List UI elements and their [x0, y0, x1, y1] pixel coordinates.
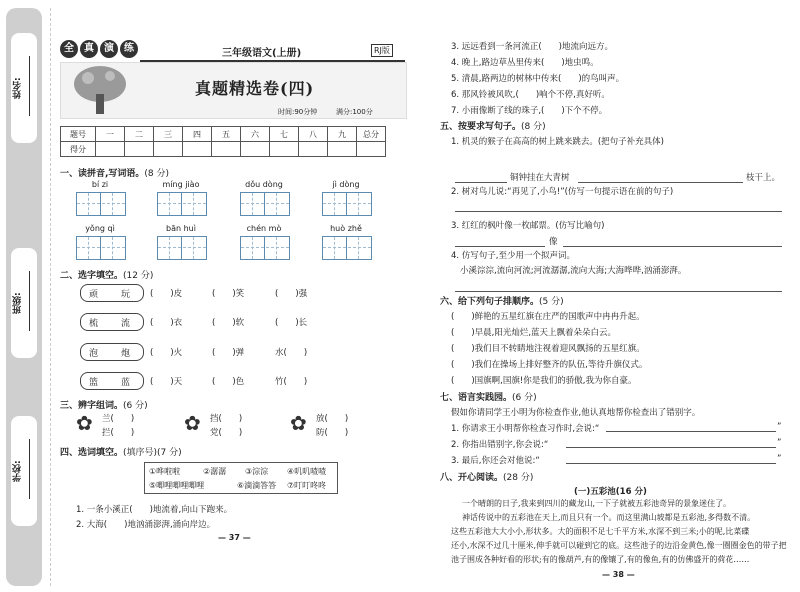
- answer-line[interactable]: [566, 447, 776, 448]
- question-text: 铜钟挂在大青树: [510, 173, 570, 183]
- pinyin: chén mò: [246, 224, 282, 233]
- question: 2. 树对鸟儿说:“再见了,小鸟!”(仿写一句提示语在前的句子): [451, 187, 674, 197]
- section-7-heading: 七、语言实践园。(6 分): [440, 393, 537, 403]
- word-blank[interactable]: 党( ): [210, 428, 243, 438]
- option: ②潺潺: [203, 467, 227, 476]
- fill-blank[interactable]: ( )软: [212, 318, 245, 328]
- reading-paragraph: 还小,水深不过几十厘米,伸手就可以碰到它的底。这些池子的边沿金黄色,像一圈圈金色的带子把: [451, 541, 787, 550]
- question: 3. 远远看到一条河流正( )地流向远方。: [451, 42, 613, 52]
- section-5-heading: 五、按要求写句子。(8 分): [440, 122, 546, 132]
- row-label: 得分: [61, 142, 96, 157]
- answer-line[interactable]: [563, 246, 782, 247]
- score-cell[interactable]: [183, 142, 212, 157]
- pinyin: yǒng qì: [85, 224, 115, 233]
- header-cell: 四: [183, 127, 212, 142]
- school-field-box[interactable]: [11, 416, 37, 526]
- pinyin: huò zhě: [330, 224, 362, 233]
- fill-blank[interactable]: ( )强: [275, 289, 308, 299]
- writing-grid[interactable]: [240, 192, 290, 216]
- fill-blank[interactable]: ( )弹: [212, 348, 245, 358]
- order-item[interactable]: ( )我们在操场上排好整齐的队伍,等待升旗仪式。: [451, 360, 648, 370]
- fill-blank[interactable]: ( )皮: [150, 289, 183, 299]
- question: 3. 红红的枫叶像一枚邮票。(仿写比喻句): [451, 221, 605, 231]
- quote-close: ”: [777, 454, 782, 464]
- writing-grid[interactable]: [157, 236, 207, 260]
- order-item[interactable]: ( )早晨,阳光灿烂,蓝天上飘着朵朵白云。: [451, 328, 617, 338]
- quote-close: ”: [777, 438, 782, 448]
- question: 4. 晚上,路边草丛里传来( )地虫鸣。: [451, 58, 599, 68]
- section-2-heading: 二、选字填空。(12 分): [60, 271, 154, 281]
- option: ⑤唧哩唧哩唧哩: [149, 481, 205, 490]
- pinyin: míng jiào: [162, 180, 200, 189]
- subject-title: 三年级语文(上册): [222, 48, 302, 59]
- question-text: 枝干上。: [746, 173, 781, 183]
- question: 4. 仿写句子,至少用一个拟声词。: [451, 251, 576, 261]
- option: ③淙淙: [245, 467, 269, 476]
- pinyin: dǒu dòng: [245, 180, 283, 189]
- question: 5. 清晨,路两边的树林中传来( )的鸟叫声。: [451, 74, 625, 84]
- question: 2. 大海( )地汹涌澎湃,涌向岸边。: [76, 520, 216, 530]
- fill-blank[interactable]: ( )长: [275, 318, 308, 328]
- score-cell[interactable]: [125, 142, 154, 157]
- tree-illustration: [70, 64, 130, 116]
- pinyin: bí zi: [91, 180, 109, 189]
- reading-paragraph: 池子围成各种好看的形状;有的像葫芦,有的像镶了,有的像鱼,有的仿佛盛开的荷花……: [451, 555, 750, 564]
- class-field-box[interactable]: [11, 248, 37, 358]
- score-table: [60, 126, 386, 157]
- page-title: 真题精选卷(四): [195, 79, 315, 98]
- question: 6. 那风铃被风吹,( )响个不停,真好听。: [451, 90, 610, 100]
- section-4-heading: 四、选词填空。(填序号)(7 分): [60, 448, 182, 458]
- header-cell: 八: [299, 127, 328, 142]
- name-label: 姓名:: [11, 38, 37, 138]
- word-blank[interactable]: 放( ): [316, 414, 349, 424]
- word-blank[interactable]: 挡( ): [210, 414, 243, 424]
- char-pair: 篮 蓝: [80, 372, 144, 390]
- option: ①哗啦啦: [149, 467, 181, 476]
- pinyin: bān huì: [166, 224, 196, 233]
- name-field-box[interactable]: [11, 33, 37, 143]
- logo-char: 演: [100, 40, 118, 58]
- page-number: — 38 —: [602, 570, 635, 579]
- flower-icon: ✿: [76, 411, 93, 435]
- answer-line[interactable]: [455, 211, 782, 212]
- answer-line[interactable]: [566, 463, 776, 464]
- fill-blank[interactable]: ( )色: [212, 377, 245, 387]
- edition-badge: RJ版: [371, 44, 393, 57]
- char-pair: 泡 炮: [80, 343, 144, 361]
- quote-close: ”: [777, 422, 782, 432]
- fill-blank[interactable]: ( )衣: [150, 318, 183, 328]
- answer-line[interactable]: [606, 431, 776, 432]
- header-cell: 总分: [357, 127, 386, 142]
- score-cell[interactable]: [357, 142, 386, 157]
- page-number: — 37 —: [218, 533, 251, 542]
- writing-grid[interactable]: [76, 236, 126, 260]
- order-item[interactable]: ( )国旗啊,国旗!你是我们的骄傲,我为你自豪。: [451, 376, 637, 386]
- fill-blank[interactable]: 竹( ): [275, 377, 308, 387]
- question-text: 小溪淙淙,流向河流;河流潺潺,流向大海;大海哗哗,汹涌澎湃。: [460, 266, 687, 276]
- writing-grid[interactable]: [76, 192, 126, 216]
- writing-grid[interactable]: [322, 192, 372, 216]
- fill-blank[interactable]: ( )火: [150, 348, 183, 358]
- word-options-box: [144, 462, 338, 494]
- question: 1. 机灵的猴子在高高的树上跳来跳去。(把句子补充具体): [451, 137, 664, 147]
- header-cell: 三: [154, 127, 183, 142]
- writing-grid[interactable]: [240, 236, 290, 260]
- score-cell[interactable]: [241, 142, 270, 157]
- section-6-heading: 六、给下列句子排顺序。(5 分): [440, 297, 564, 307]
- question: 3. 最后,你还会对他说:“: [451, 456, 540, 466]
- fill-blank[interactable]: ( )天: [150, 377, 183, 387]
- score-cell[interactable]: [96, 142, 125, 157]
- section-8-heading: 八、开心阅读。(28 分): [440, 473, 534, 483]
- binding-strip: [6, 8, 42, 586]
- char-pair: 顽 玩: [80, 284, 144, 302]
- header-cell: 题号: [61, 127, 96, 142]
- score-cell[interactable]: [328, 142, 357, 157]
- fill-blank[interactable]: ( )笑: [212, 289, 245, 299]
- writing-grid[interactable]: [157, 192, 207, 216]
- section-1-heading: 一、读拼音,写词语。(8 分): [60, 169, 170, 179]
- char-pair: 梳 流: [80, 313, 144, 331]
- logo-char: 练: [120, 40, 138, 58]
- question-text: 像: [549, 237, 558, 247]
- logo-char: 真: [80, 40, 98, 58]
- school-label: 学校:: [11, 421, 37, 521]
- reading-title: (一)五彩池(16 分): [574, 487, 647, 497]
- option: ⑥滴滴答答: [237, 481, 277, 490]
- answer-line[interactable]: [455, 291, 782, 292]
- answer-line[interactable]: [455, 182, 507, 183]
- flower-icon: ✿: [184, 411, 201, 435]
- question: 1. 一条小溪正( )地流着,向山下跑来。: [76, 505, 233, 515]
- reading-paragraph: 这些五彩池大大小小,形状多。大的面积不足七千平方米,水深不到三米;小的呢,比菜碟: [451, 527, 750, 536]
- score-cell[interactable]: [154, 142, 183, 157]
- score-cell[interactable]: [270, 142, 299, 157]
- header-cell: 二: [125, 127, 154, 142]
- time-info: 时间:90分钟: [278, 108, 318, 116]
- header-cell: 一: [96, 127, 125, 142]
- answer-line[interactable]: [455, 246, 545, 247]
- logo-char: 全: [60, 40, 78, 58]
- score-cell[interactable]: [212, 142, 241, 157]
- question: 1. 你请求王小明帮你检查习作时,会说:“: [451, 424, 600, 434]
- writing-grid[interactable]: [322, 236, 372, 260]
- order-item[interactable]: ( )我们目不转睛地注视着迎风飘扬的五星红旗。: [451, 344, 645, 354]
- scenario-text: 假如你请同学王小明为你检查作业,他认真地帮你检查出了错别字。: [451, 408, 701, 418]
- score-info: 满分:100分: [336, 108, 373, 116]
- header-cell: 六: [241, 127, 270, 142]
- reading-paragraph: 神话传说中的五彩池在天上,而且只有一个。而这里满山坡都是五彩池,多得数不清。: [462, 513, 756, 522]
- answer-line[interactable]: [578, 182, 743, 183]
- header-cell: 五: [212, 127, 241, 142]
- option: ④叽叽喳喳: [287, 467, 327, 476]
- header-cell: 七: [270, 127, 299, 142]
- question: 2. 你指出错别字,你会说:“: [451, 440, 549, 450]
- fill-blank[interactable]: 水( ): [275, 348, 308, 358]
- class-label: 班级:: [11, 253, 37, 353]
- score-cell[interactable]: [299, 142, 328, 157]
- reading-paragraph: 一个晴朗的日子,我来到四川的藏龙山,一下子就被五彩池奇异的景象迷住了。: [462, 499, 732, 508]
- word-blank[interactable]: 拦( ): [102, 428, 135, 438]
- option: ⑦叮叮咚咚: [287, 481, 327, 490]
- word-blank[interactable]: 兰( ): [102, 414, 135, 424]
- score-row: [61, 142, 386, 157]
- question: 7. 小雨像断了线的珠子,( )下个不停。: [451, 106, 608, 116]
- score-header-row: [61, 127, 386, 142]
- flower-icon: ✿: [290, 411, 307, 435]
- pinyin: jì dòng: [332, 180, 360, 189]
- header-cell: 九: [328, 127, 357, 142]
- word-blank[interactable]: 防( ): [316, 428, 349, 438]
- order-item[interactable]: ( )鲜艳的五星红旗在庄严的国歌声中冉冉升起。: [451, 312, 645, 322]
- binding-line: [50, 8, 52, 586]
- section-3-heading: 三、辨字组词。(6 分): [60, 401, 148, 411]
